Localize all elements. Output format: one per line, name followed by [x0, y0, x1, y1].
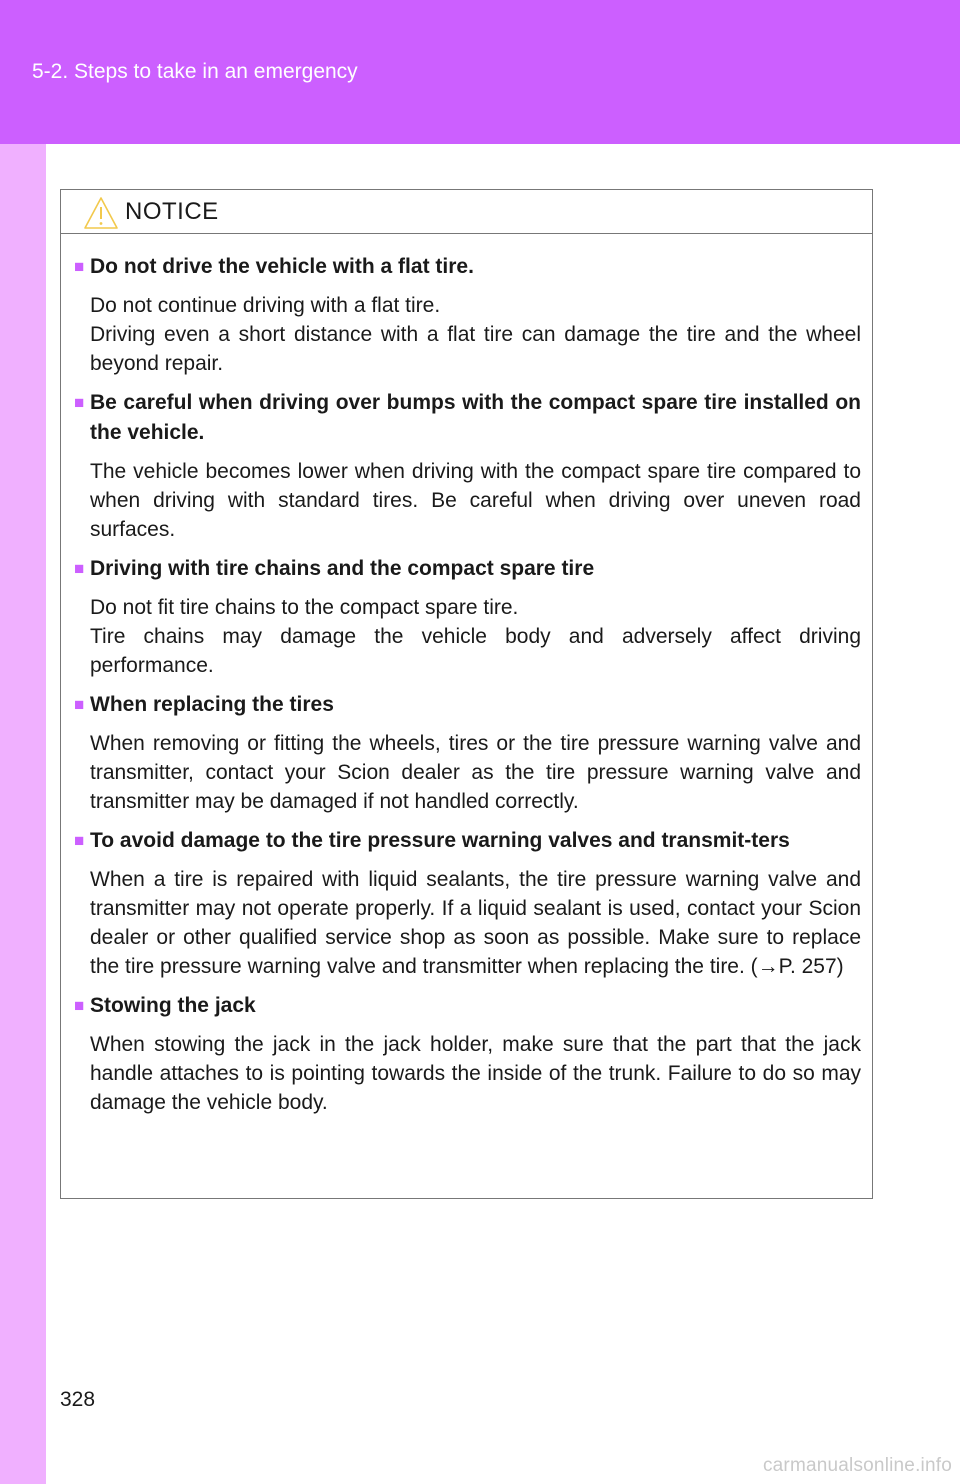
- notice-item: [74, 991, 861, 1117]
- item-text: [74, 593, 861, 680]
- square-bullet-icon: ■: [74, 257, 85, 276]
- item-text: [74, 457, 861, 544]
- header-band: [0, 0, 960, 144]
- square-bullet-icon: ■: [74, 831, 85, 850]
- item-heading: ■ When replacing the tires: [74, 690, 861, 720]
- watermark: carmanualsonline.info: [762, 1455, 952, 1476]
- item-text: [74, 729, 861, 816]
- notice-item: [74, 690, 861, 816]
- notice-item: [74, 826, 861, 981]
- item-heading: ■ Be careful when driving over bumps with the compact spare tire installed on the vehicle.: [74, 388, 861, 448]
- notice-item: [74, 554, 861, 680]
- notice-item: [74, 252, 861, 378]
- warning-triangle-icon: [83, 196, 119, 230]
- square-bullet-icon: ■: [74, 393, 85, 412]
- notice-body: [61, 234, 872, 1117]
- side-band: [0, 144, 46, 1484]
- notice-header: [61, 190, 872, 234]
- notice-box: [60, 189, 873, 1199]
- item-text: [74, 291, 861, 378]
- page-number: 328: [60, 1388, 96, 1411]
- item-heading: ■ To avoid damage to the tire pressure warning valves and transmit-ters: [74, 826, 861, 856]
- item-paragraph: When removing or fitting the wheels, tires or the tire pressure warning valve and transmitter, contact your Scion dealer as the tire pressure warning valve and transmitter may be damaged if not handled correctly.: [90, 732, 861, 813]
- item-heading: ■ Do not drive the vehicle with a flat tire.: [74, 252, 861, 282]
- item-heading: ■ Stowing the jack: [74, 991, 861, 1021]
- notice-item: [74, 388, 861, 544]
- notice-title: NOTICE: [125, 198, 219, 225]
- item-paragraph: Do not fit tire chains to the compact spare tire.: [90, 596, 519, 619]
- square-bullet-icon: ■: [74, 695, 85, 714]
- item-paragraph: Driving even a short distance with a flat tire can damage the tire and the wheel beyond repair.: [90, 323, 861, 375]
- item-heading: ■ Driving with tire chains and the compact spare tire: [74, 554, 861, 584]
- item-text: [74, 1030, 861, 1117]
- square-bullet-icon: ■: [74, 996, 85, 1015]
- item-paragraph: When a tire is repaired with liquid sealants, the tire pressure warning valve and transmitter may not operate properly. If a liquid sealant is used, contact your Scion dealer or other qualified service shop as soon as possible. Make sure to replace the tire pressure warning valve and transmitter when replacing the tire. (→P. 257): [90, 868, 861, 978]
- item-paragraph: The vehicle becomes lower when driving with the compact spare tire compared to when driving with standard tires. Be careful when driving over uneven road surfaces.: [90, 460, 861, 541]
- section-label: 5-2. Steps to take in an emergency: [32, 60, 358, 83]
- item-paragraph: When stowing the jack in the jack holder, make sure that the part that the jack handle attaches to is pointing towards the inside of the trunk. Failure to do so may damage the vehicle body.: [90, 1033, 861, 1114]
- item-paragraph: Tire chains may damage the vehicle body and adversely affect driving performance.: [90, 625, 861, 677]
- square-bullet-icon: ■: [74, 559, 85, 578]
- item-text: [74, 865, 861, 981]
- item-paragraph: Do not continue driving with a flat tire.: [90, 294, 441, 317]
